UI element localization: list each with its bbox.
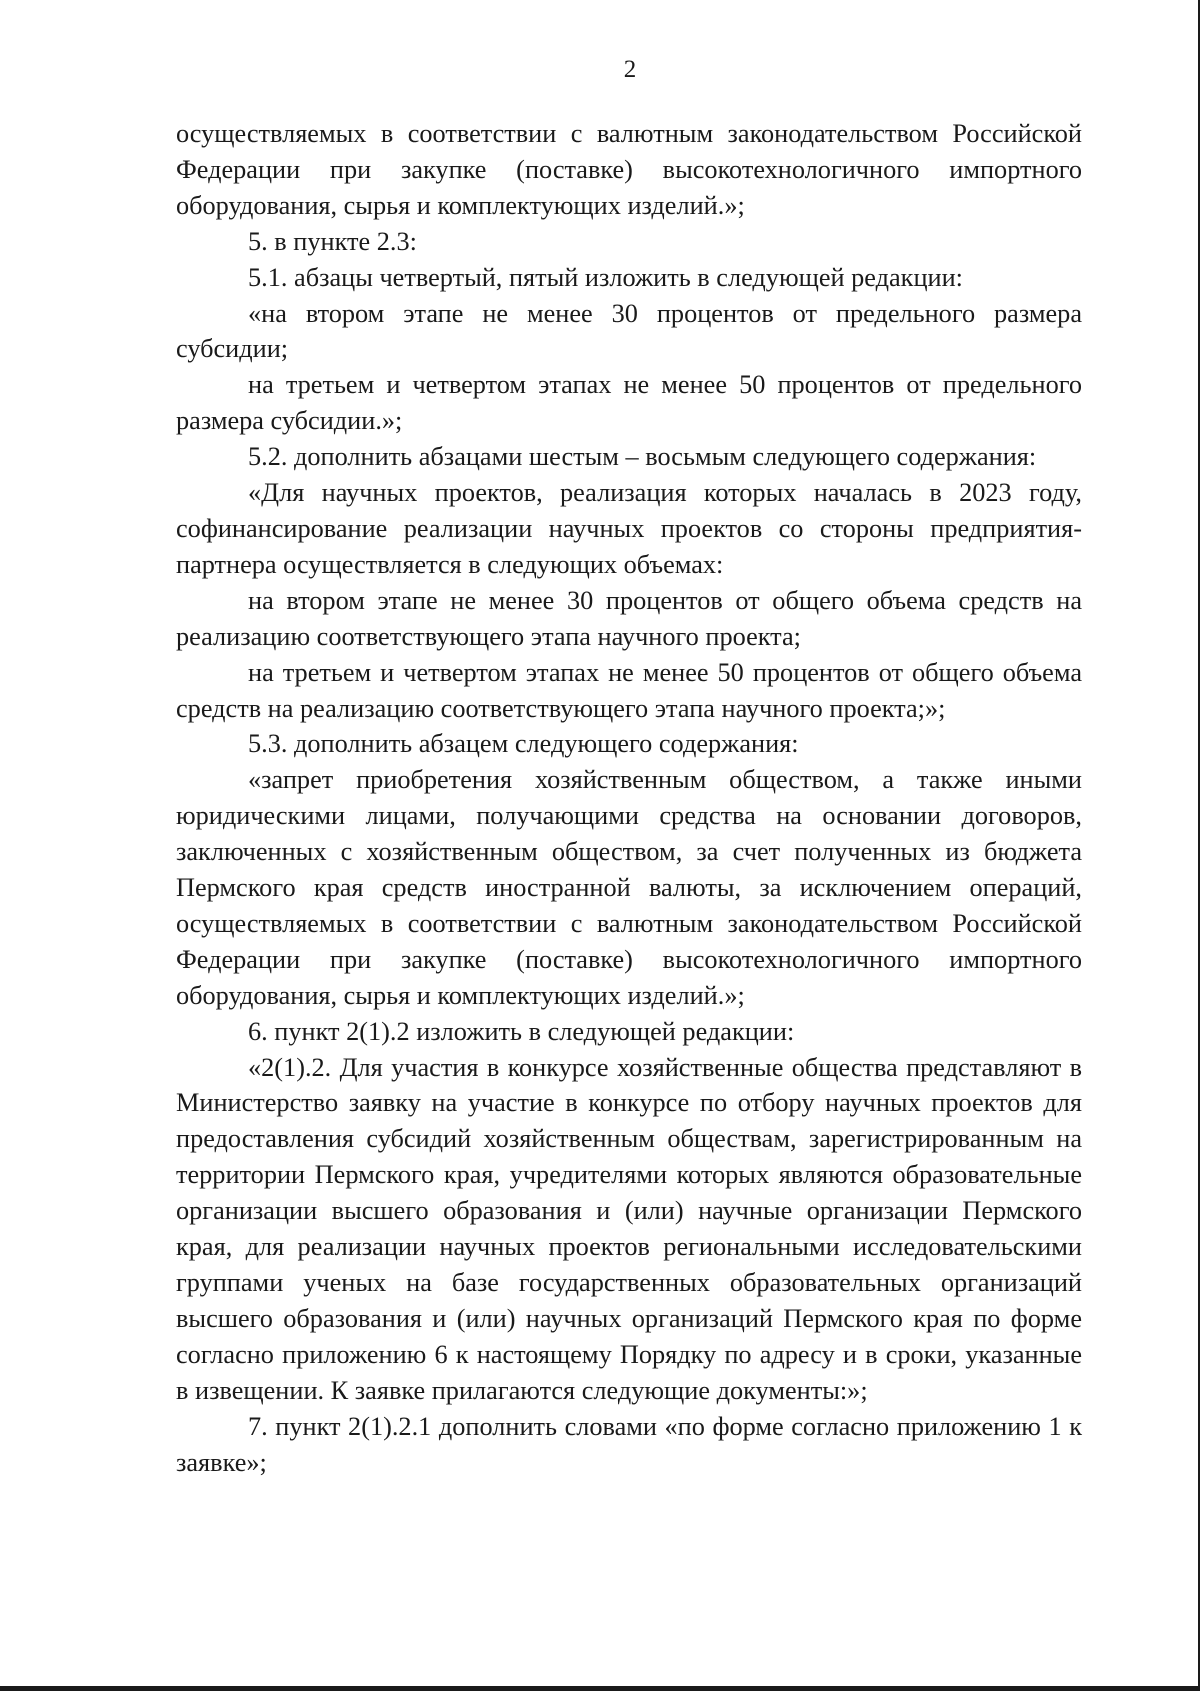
paragraph: «Для научных проектов, реализация которых началась в 2023 году, софинансирование реализации научных проектов со стороны предприятия-партнера осуществляется в следующих объемах: bbox=[176, 478, 1082, 579]
paragraph: 7. пункт 2(1).2.1 дополнить словами «по форме согласно приложению 1 к заявке»; bbox=[176, 1411, 1082, 1477]
paragraph: на третьем и четвертом этапах не менее 50 процентов от общего объема средств на реализацию соответствующего этапа научного проекта;»; bbox=[176, 657, 1082, 723]
paragraph: 5.1. абзацы четвертый, пятый изложить в следующей редакции: bbox=[248, 262, 963, 292]
paragraph: «2(1).2. Для участия в конкурсе хозяйственные общества представляют в Министерство заявку на участие в конкурсе по отбору научных проектов для предоставления субсидий хозяйственным обществам, зарегистрированным на территории Пермского края, учредителями которых являются образовательные организации высшего образования и (или) научные организации Пермского края, для реализации научных проектов региональными исследовательскими группами ученых на базе государственных образовательных организаций высшего образования и (или) научных организаций Пермского края по форме согласно приложению 6 к настоящему Порядку по адресу и в сроки, указанные в извещении. К заявке прилагаются следующие документы:»; bbox=[176, 1052, 1082, 1405]
document-body bbox=[176, 116, 1082, 1480]
paragraph: «запрет приобретения хозяйственным обществом, а также иными юридическими лицами, получающими средства на основании договоров, заключенных с хозяйственным обществом, за счет полученных из бюджета Пермского края средств иностранной валюты, за исключением операций, осуществляемых в соответствии с валютным законодательством Российской Федерации при закупке (поставке) высокотехнологичного импортного оборудования, сырья и комплектующих изделий.»; bbox=[176, 765, 1082, 1010]
scan-edge-bottom bbox=[0, 1686, 1200, 1691]
paragraph: 5. в пункте 2.3: bbox=[248, 226, 417, 256]
paragraph: «на втором этапе не менее 30 процентов от предельного размера субсидии; bbox=[176, 298, 1082, 364]
paragraph: 5.2. дополнить абзацами шестым – восьмым следующего содержания: bbox=[248, 442, 1037, 472]
paragraph: 5.3. дополнить абзацем следующего содержания: bbox=[248, 729, 799, 759]
paragraph: 6. пункт 2(1).2 изложить в следующей редакции: bbox=[248, 1016, 795, 1046]
page-number: 2 bbox=[623, 56, 637, 83]
paragraph: на третьем и четвертом этапах не менее 50 процентов от предельного размера субсидии.»; bbox=[176, 370, 1082, 436]
paragraph: на втором этапе не менее 30 процентов от общего объема средств на реализацию соответствующего этапа научного проекта; bbox=[176, 585, 1082, 651]
paragraph-continuation: осуществляемых в соответствии с валютным законодательством Российской Федерации при закупке (поставке) высокотехнологичного импортного оборудования, сырья и комплектующих изделий.»; bbox=[176, 119, 1082, 220]
